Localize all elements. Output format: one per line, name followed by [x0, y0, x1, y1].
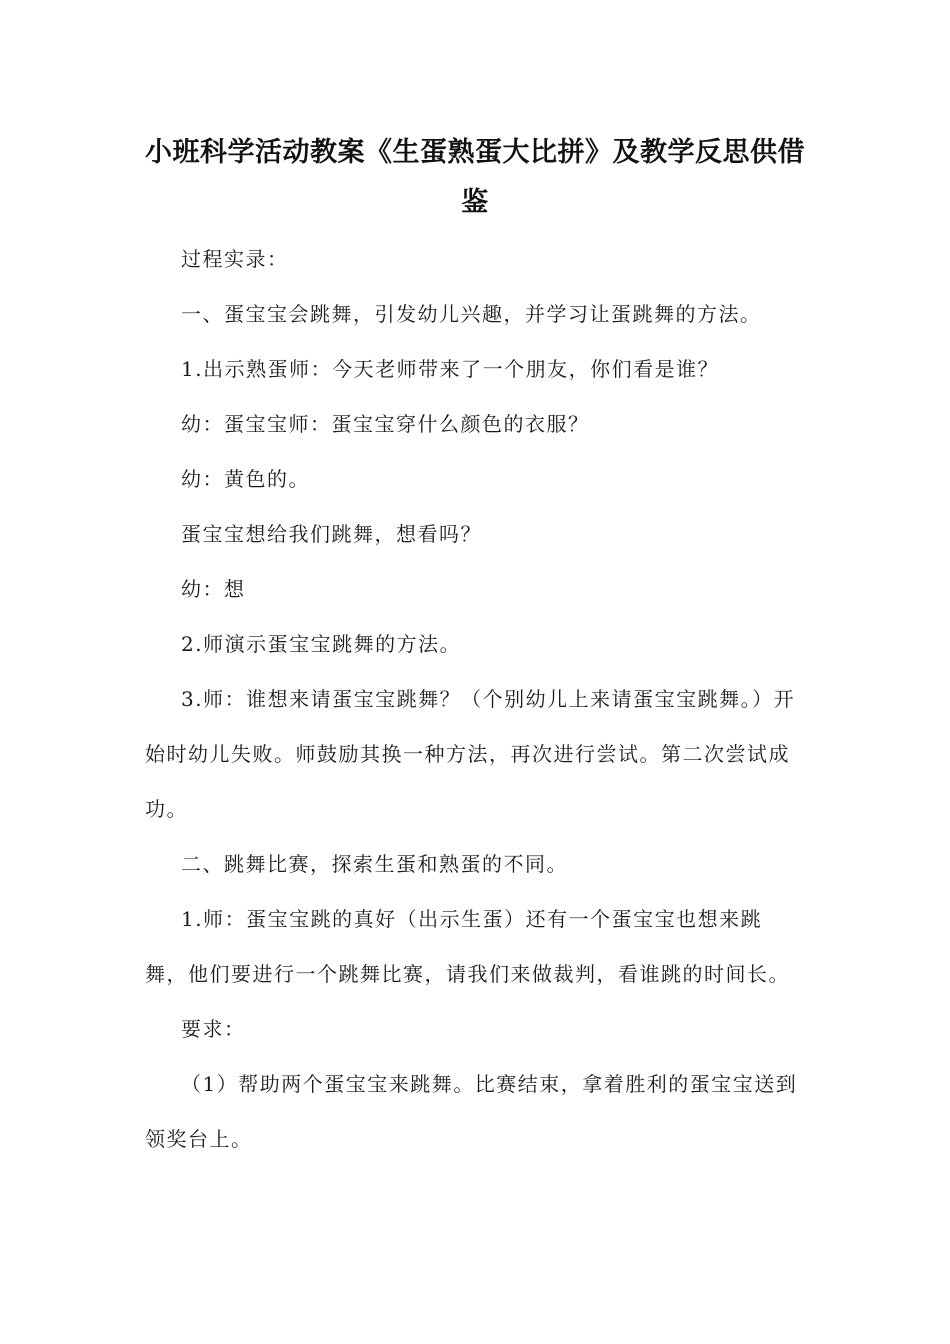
paragraph-dialogue-4: 幼：想 — [181, 577, 246, 601]
paragraph-dialogue-1: 幼：蛋宝宝师：蛋宝宝穿什么颜色的衣服？ — [181, 412, 590, 436]
paragraph-step-1: 1.出示熟蛋师：今天老师带来了一个朋友，你们看是谁？ — [181, 357, 720, 381]
document-title: 小班科学活动教案《生蛋熟蛋大比拼》及教学反思供借鉴 — [145, 137, 805, 218]
paragraph-step-2: 2.师演示蛋宝宝跳舞的方法。 — [181, 632, 462, 656]
paragraph-process-record: 过程实录： — [181, 247, 289, 271]
paragraph-dialogue-3: 蛋宝宝想给我们跳舞，想看吗？ — [181, 522, 482, 546]
paragraph-requirement-1: （1）帮助两个蛋宝宝来跳舞。比赛结束，拿着胜利的蛋宝宝送到领奖台上。 — [145, 1072, 798, 1151]
paragraph-section-two: 二、跳舞比赛，探索生蛋和熟蛋的不同。 — [181, 852, 568, 876]
paragraph-section-one: 一、蛋宝宝会跳舞，引发幼儿兴趣，并学习让蛋跳舞的方法。 — [181, 302, 762, 326]
document-body — [145, 232, 805, 1167]
paragraph-requirements: 要求： — [181, 1017, 246, 1041]
paragraph-dialogue-2: 幼：黄色的。 — [181, 467, 310, 491]
paragraph-section-two-step-1: 1.师：蛋宝宝跳的真好（出示生蛋）还有一个蛋宝宝也想来跳舞，他们要进行一个跳舞比赛，请我们来做裁判，看谁跳的时间长。 — [145, 907, 790, 986]
paragraph-step-3: 3.师：谁想来请蛋宝宝跳舞？（个别幼儿上来请蛋宝宝跳舞。）开始时幼儿失败。师鼓励其换一种方法，再次进行尝试。第二次尝试成功。 — [145, 687, 796, 821]
